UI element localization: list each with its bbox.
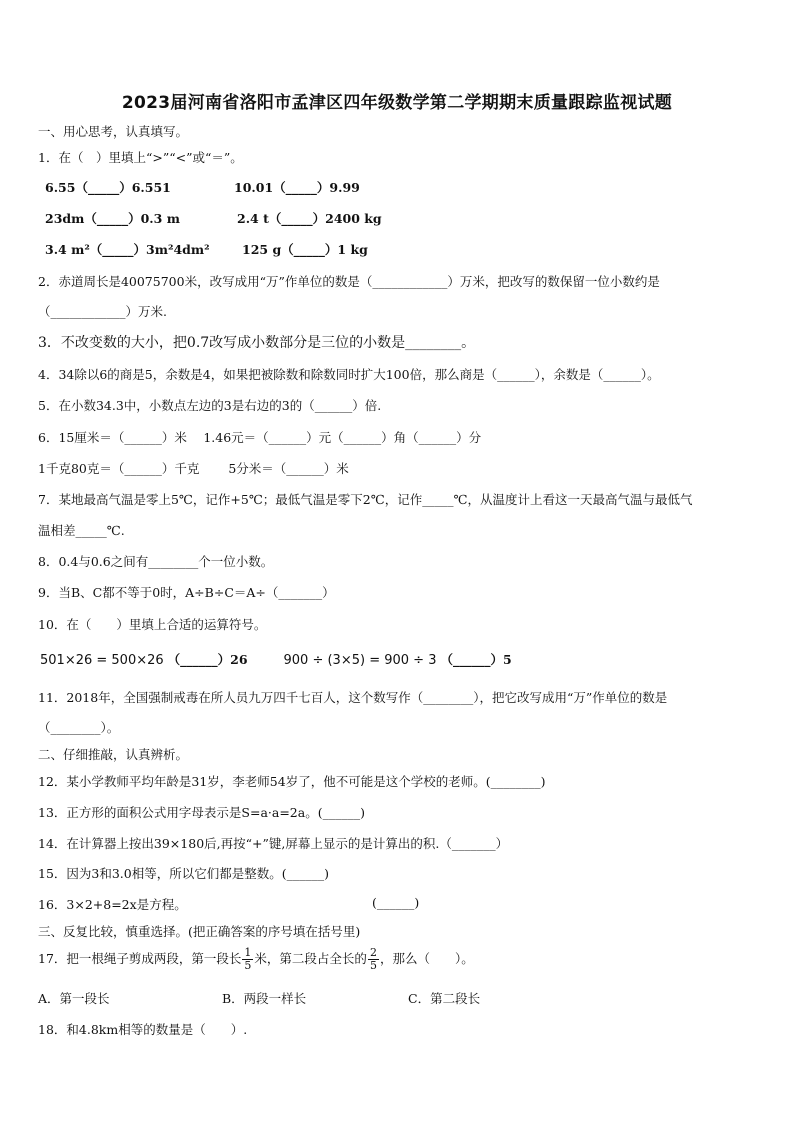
question-6-line2: 1千克80克＝（______）千克 5分米＝（______）米 [38,461,349,476]
question-1-row3-left: 3.4 m²（_____）3m²4dm² [45,242,210,257]
question-8: 8．0.4与0.6之间有________个一位小数。 [38,554,274,569]
section-heading-3: 三、反复比较，慎重选择。(把正确答案的序号填在括号里) [38,924,361,939]
question-10-stem: 10．在（ ）里填上合适的运算符号。 [38,617,267,632]
page-title: 2023届河南省洛阳市孟津区四年级数学第二学期期末质量跟踪监视试题 [121,93,673,113]
fraction-one-fifth [242,947,253,972]
question-17-part2: 米，第二段占全长的 [254,951,367,966]
question-9: 9．当B、C都不等于0时，A÷B÷C＝A÷（_______） [38,585,335,600]
question-17-option-c: C．第二段长 [408,991,481,1006]
question-11-line1: 11．2018年，全国强制戒毒在所人员九万四千七百人，这个数写作（________），把它改写成用“万”作单位的数是 [38,690,668,705]
question-1-row2-right: 2.4 t（_____）2400 kg [237,211,382,226]
fraction-1-numerator: 1 [244,946,252,959]
question-18: 18．和4.8km相等的数量是（ ）. [38,1022,248,1037]
question-17-part3: ，那么（ ）。 [379,951,474,966]
question-7-line1: 7．某地最高气温是零上5℃，记作+5℃；最低气温是零下2℃，记作_____℃，从温度计上看这一天最高气温与最低气 [38,492,693,507]
question-13: 13．正方形的面积公式用字母表示是S=a·a=2a。(______) [38,805,365,820]
question-5: 5．在小数34.3中，小数点左边的3是右边的3的（______）倍. [38,398,382,413]
question-17-option-b: B．两段一样长 [222,991,307,1006]
question-16-blank: (______) [372,895,420,910]
question-3: 3．不改变数的大小，把0.7改写成小数部分是三位的小数是________。 [38,335,476,351]
fraction-two-fifths [368,947,379,972]
question-17-stem [38,946,474,972]
question-10-blank-1: （______）26 [167,652,248,667]
question-4: 4．34除以6的商是5，余数是4，如果把被除数和除数同时扩大100倍，那么商是（______），余数是（______）。 [38,367,660,382]
question-15: 15．因为3和3.0相等，所以它们都是整数。(______) [38,866,329,881]
question-10-blank-2: （______）5 [440,652,512,667]
question-1-row1-left: 6.55（_____）6.551 [45,180,171,195]
question-1-row1-right: 10.01（_____）9.99 [234,180,360,195]
question-2-line1: 2．赤道周长是40075700米，改写成用“万”作单位的数是（____________）万米，把改写的数保留一位小数约是 [38,274,660,289]
question-1-row3-right: 125 g（_____）1 kg [242,242,368,257]
question-6-line1: 6．15厘米＝（______）米 1.46元＝（______）元（______）角（______）分 [38,430,482,445]
question-17-part1: 17．把一根绳子剪成两段，第一段长 [38,951,242,966]
fraction-2-denominator: 5 [369,959,377,972]
section-heading-2: 二、仔细推敲，认真辨析。 [38,747,189,762]
question-1-stem: 1．在（ ）里填上“>”“<”或“＝”。 [38,150,243,165]
question-17-option-a: A．第一段长 [38,991,110,1006]
question-2-line2: （____________）万米. [38,304,167,319]
fraction-1-denominator: 5 [244,959,252,972]
question-10-expression-1: 501×26 = 500×26 [40,653,164,668]
question-16-stem: 16．3×2+8=2x是方程。 [38,897,187,912]
fraction-2-numerator: 2 [369,946,377,959]
question-14: 14．在计算器上按出39×180后,再按“+”键,屏幕上显示的是计算出的积.（_______） [38,836,509,851]
question-11-line2: （________）。 [38,720,120,735]
question-10-equations [40,650,512,668]
question-12: 12．某小学教师平均年龄是31岁，李老师54岁了，他不可能是这个学校的老师。(________) [38,774,546,789]
question-1-row2-left: 23dm（_____）0.3 m [45,211,180,226]
section-heading-1: 一、用心思考，认真填写。 [38,124,189,139]
question-10-expression-2: 900 ÷ (3×5) = 900 ÷ 3 [283,653,437,668]
question-7-line2: 温相差_____℃. [38,523,125,538]
